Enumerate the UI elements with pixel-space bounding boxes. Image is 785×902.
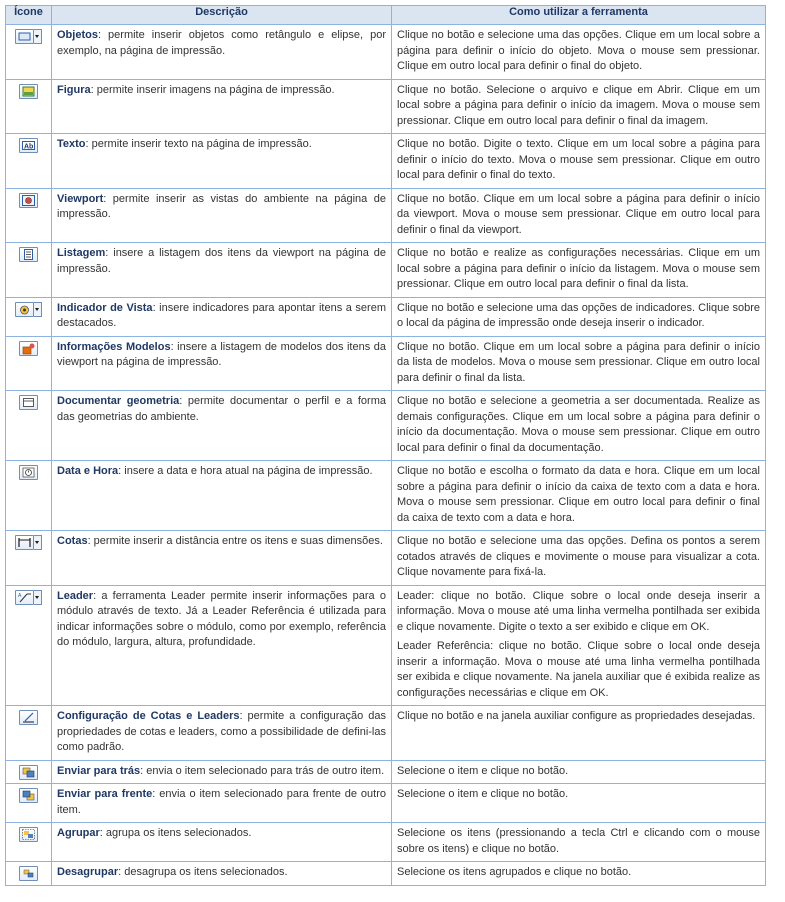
icon-cell	[6, 25, 52, 80]
description-cell	[52, 784, 392, 823]
list-icon	[19, 247, 38, 262]
usage-cell	[392, 823, 766, 862]
description-cell	[52, 862, 392, 886]
tool-name: Data e Hora	[57, 465, 119, 477]
tool-description: : envia o item selecionado para frente de outro item.	[57, 788, 386, 816]
tool-description: : a ferramenta Leader permite inserir informações para o módulo através de texto. Já a Leader Referência é utilizada para indicar informações sobre o módulo, como por exemplo, referência do módulo, largura, altura, profundidade.	[57, 589, 386, 648]
usage-text: Clique no botão e escolha o formato da data e hora. Clique em um local sobre a página para definir o início da caixa de texto com a data e hora. Mova o mouse sem pressionar. Clique em outro local para definir o final da caixa de texto com a data e hora.	[397, 465, 760, 524]
table-row	[6, 784, 766, 823]
table-row	[6, 391, 766, 461]
table-row	[6, 188, 766, 243]
usage-cell	[392, 531, 766, 586]
icon-cell	[6, 134, 52, 189]
description-cell	[52, 531, 392, 586]
tool-description: : permite inserir as vistas do ambiente na página de impressão.	[57, 192, 386, 220]
usage-cell	[392, 706, 766, 761]
header-icon: Ícone	[6, 6, 52, 25]
usage-cell	[392, 760, 766, 784]
usage-text: Clique no botão. Digite o texto. Clique em um local sobre a página para definir o início do texto. Mova o mouse sem pressionar. Clique em outro local para definir o final do texto.	[397, 138, 760, 181]
usage-text: Leader: clique no botão. Clique sobre o local onde deseja inserir a informação. Mova o mouse até uma linha vermelha pontilhada ser exibida e clique novamente. Digite o texto a ser exibido e clique em OK.	[397, 589, 760, 633]
usage-text: Selecione os itens agrupados e clique no botão.	[397, 866, 632, 878]
tool-name: Texto	[57, 138, 86, 150]
table-row	[6, 862, 766, 886]
icon-cell	[6, 188, 52, 243]
document-geometry-icon	[19, 395, 38, 410]
dimension-settings-icon	[19, 710, 38, 725]
description-cell	[52, 391, 392, 461]
viewport-icon	[19, 193, 38, 208]
description-cell	[52, 760, 392, 784]
description-cell	[52, 297, 392, 336]
tool-description: : permite documentar o perfil e a forma das geometrias do ambiente.	[57, 395, 386, 423]
tool-description: : insere a listagem dos itens da viewport na página de impressão.	[57, 247, 386, 275]
table-row	[6, 134, 766, 189]
table-row	[6, 823, 766, 862]
tool-name: Listagem	[57, 247, 106, 259]
usage-cell	[392, 25, 766, 80]
table-row	[6, 297, 766, 336]
tools-table	[5, 5, 766, 886]
usage-cell	[392, 243, 766, 298]
table-header-row	[6, 6, 766, 25]
tool-name: Desagrupar	[57, 866, 119, 878]
table-row	[6, 461, 766, 531]
description-cell	[52, 823, 392, 862]
tool-name: Objetos	[57, 29, 98, 41]
table-row	[6, 25, 766, 80]
usage-text: Clique no botão e realize as configurações necessárias. Clique em um local sobre a página para definir o início da listagem. Mova o mouse sem pressionar. Clique em outro local para definir o final da lista.	[397, 247, 760, 290]
icon-cell	[6, 461, 52, 531]
icon-cell	[6, 706, 52, 761]
tool-name: Leader	[57, 589, 94, 602]
header-description: Descrição	[52, 6, 392, 25]
icon-cell	[6, 391, 52, 461]
usage-text: Clique no botão e na janela auxiliar configure as propriedades desejadas.	[397, 710, 756, 722]
icon-cell	[6, 823, 52, 862]
usage-text: Clique no botão. Selecione o arquivo e clique em Abrir. Clique em um local sobre a página para definir o início da imagem. Mova o mouse sem pressionar. Clique em outro local para definir o final da imagem.	[397, 83, 760, 127]
image-icon	[19, 84, 38, 99]
icon-cell	[6, 243, 52, 298]
bring-forward-icon	[19, 788, 38, 803]
tool-name: Agrupar	[57, 827, 100, 839]
svg-text:Ab: Ab	[24, 143, 34, 151]
table-row	[6, 243, 766, 298]
icon-cell	[6, 760, 52, 784]
tool-name: Cotas	[57, 535, 88, 547]
tool-description: : permite inserir imagens na página de impressão.	[90, 83, 335, 96]
view-indicator-icon	[15, 302, 34, 317]
tool-description: : insere a listagem de modelos dos itens da viewport na página de impressão.	[57, 340, 386, 368]
text-icon	[19, 138, 38, 153]
icon-cell	[6, 336, 52, 391]
icon-cell	[6, 784, 52, 823]
description-cell	[52, 188, 392, 243]
usage-cell	[392, 585, 766, 706]
send-backward-icon	[19, 765, 38, 780]
dimension-icon	[15, 535, 34, 550]
usage-cell	[392, 188, 766, 243]
icon-cell	[6, 531, 52, 586]
tool-name: Figura	[57, 83, 91, 96]
icon-cell	[6, 297, 52, 336]
description-cell	[52, 243, 392, 298]
description-cell	[52, 79, 392, 134]
tool-name: Documentar geometria	[57, 395, 180, 407]
tool-description: : permite inserir a distância entre os itens e suas dimensões.	[87, 535, 383, 547]
tool-name: Enviar para frente	[57, 788, 153, 800]
usage-text: Selecione o item e clique no botão.	[397, 764, 569, 777]
table-row	[6, 585, 766, 706]
description-cell	[52, 336, 392, 391]
ungroup-icon	[19, 866, 38, 881]
tool-description: : envia o item selecionado para trás de outro item.	[140, 764, 385, 777]
dropdown-arrow-icon	[34, 535, 42, 550]
description-cell	[52, 706, 392, 761]
icon-cell	[6, 79, 52, 134]
description-cell	[52, 134, 392, 189]
table-row	[6, 79, 766, 134]
date-time-icon	[19, 465, 38, 480]
table-row	[6, 760, 766, 784]
usage-text: Selecione os itens (pressionando a tecla Ctrl e clicando com o mouse sobre os itens) e clique no botão.	[397, 827, 760, 855]
svg-text:A: A	[18, 592, 22, 599]
tool-description: : agrupa os itens selecionados.	[99, 827, 252, 839]
dropdown-arrow-icon	[34, 302, 42, 317]
tool-name: Informações Modelos	[57, 340, 171, 353]
description-cell	[52, 25, 392, 80]
usage-text: Clique no botão e selecione uma das opções de indicadores. Clique sobre o local da página de impressão onde deseja inserir o indicador.	[397, 301, 760, 329]
usage-text: Clique no botão e selecione a geometria a ser documentada. Realize as demais configurações. Clique em um local sobre a página para definir o início da documentação. Mova o mouse sem pressionar. Clique em outro local para definir o final da documentação.	[397, 395, 760, 454]
dropdown-arrow-icon	[34, 590, 42, 605]
table-row	[6, 531, 766, 586]
usage-text: Clique no botão. Clique em um local sobre a página para definir o início da viewport. Mova o mouse sem pressionar. Clique em outro local para definir o final da viewport.	[397, 192, 760, 236]
usage-cell	[392, 862, 766, 886]
tool-name: Configuração de Cotas e Leaders	[57, 710, 240, 722]
usage-cell	[392, 461, 766, 531]
tool-description: : insere a data e hora atual na página de impressão.	[118, 465, 373, 477]
usage-cell	[392, 79, 766, 134]
model-info-icon	[19, 341, 38, 356]
usage-cell	[392, 297, 766, 336]
usage-cell	[392, 784, 766, 823]
usage-text: Clique no botão. Clique em um local sobre a página para definir o início da lista de modelos. Mova o mouse sem pressionar. Clique em outro local para definir o final da lista.	[397, 340, 760, 384]
usage-text: Clique no botão e selecione uma das opções. Clique em um local sobre a página para definir o início do objeto. Mova o mouse sem pressionar. Clique em outro local para definir o final do objeto.	[397, 29, 760, 72]
tool-name: Enviar para trás	[57, 764, 141, 777]
leader-icon	[15, 590, 34, 605]
icon-cell	[6, 585, 52, 706]
tool-description: : insere indicadores para apontar itens a serem destacados.	[57, 301, 386, 329]
tool-description: : permite a configuração das propriedades de cotas e leaders, como a possibilidade de defini-las como padrão.	[57, 710, 386, 753]
description-cell	[52, 461, 392, 531]
tool-description: : permite inserir texto na página de impressão.	[85, 138, 312, 150]
usage-text: Selecione o item e clique no botão.	[397, 788, 569, 800]
usage-text: Clique no botão e selecione uma das opções. Defina os pontos a serem cotados através de cliques e movimente o mouse para visualizar a cota. Clique novamente para fixá-la.	[397, 535, 760, 578]
tool-name: Viewport	[57, 192, 104, 205]
header-usage: Como utilizar a ferramenta	[392, 6, 766, 25]
usage-text: Leader Referência: clique no botão. Clique sobre o local onde deseja inserir a informação. Mova o mouse até uma linha vermelha pontilhada ser exibida e clique novamente. Na janela auxiliar que é exibida realize as configurações necessárias e clique em OK.	[397, 640, 760, 699]
icon-cell	[6, 862, 52, 886]
rectangle-object-icon	[15, 29, 34, 44]
usage-cell	[392, 336, 766, 391]
tools-table-wrapper	[5, 5, 765, 886]
dropdown-arrow-icon	[34, 29, 42, 44]
group-icon	[19, 827, 38, 842]
usage-cell	[392, 391, 766, 461]
table-row	[6, 336, 766, 391]
table-row	[6, 706, 766, 761]
usage-cell	[392, 134, 766, 189]
tool-description: : permite inserir objetos como retângulo e elipse, por exemplo, na página de impressão.	[57, 29, 386, 57]
tool-name: Indicador de Vista	[57, 301, 153, 314]
tool-description: : desagrupa os itens selecionados.	[118, 866, 288, 878]
description-cell	[52, 585, 392, 706]
